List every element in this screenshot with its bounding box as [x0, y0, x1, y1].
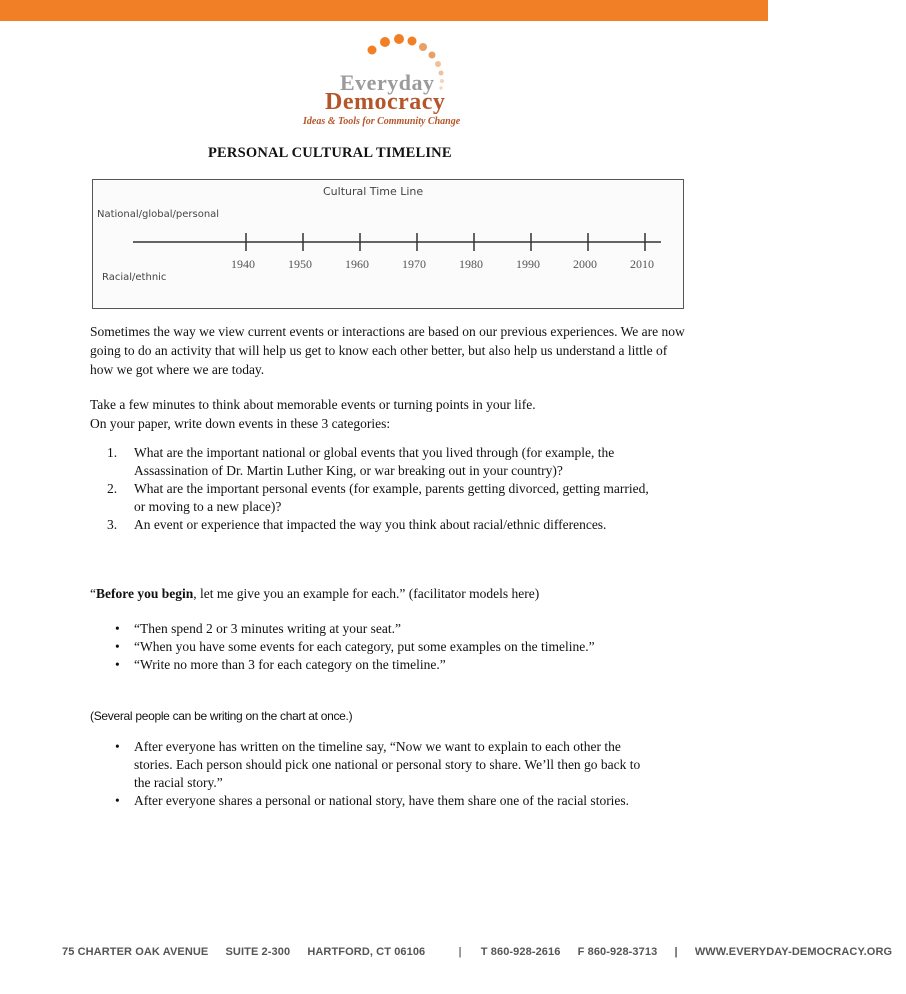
logo-word-everyday: Everyday	[340, 70, 435, 95]
bullet-icon: •	[115, 621, 120, 636]
timeline-label-top: National/global/personal	[97, 209, 220, 220]
story-bullets	[90, 738, 650, 810]
list-item	[90, 516, 650, 534]
timeline-year-label: 1980	[459, 257, 483, 271]
instruction-line-2: On your paper, write down events in these 3 categories:	[90, 416, 391, 431]
list-text: After everyone has written on the timeline say, “Now we want to explain to each other the stories. Each person should pick one national or personal story to share. We’ll then go back to the racial story.”	[134, 739, 641, 790]
list-item	[90, 620, 650, 638]
bullet-icon: •	[115, 793, 120, 808]
list-text: “Write no more than 3 for each category on the timeline.”	[134, 657, 446, 672]
list-item	[90, 444, 650, 480]
timeline-label-bottom: Racial/ethnic	[102, 272, 167, 283]
bullet-icon: •	[115, 739, 120, 754]
list-item	[90, 792, 650, 810]
list-item	[90, 738, 650, 792]
timeline-year-label: 2010	[630, 257, 654, 271]
timeline-graphic	[93, 180, 683, 308]
list-text: What are the important national or global events that you lived through (for example, the Assassination of Dr. Martin Luther King, or war breaking out in your country)?	[134, 445, 615, 478]
footer-contact	[62, 946, 906, 958]
footer-separator: |	[458, 946, 462, 958]
bullet-icon: •	[115, 639, 120, 654]
cultural-timeline-figure	[92, 179, 684, 309]
footer-phone: T 860-928-2616	[480, 946, 561, 958]
before-you-begin-paragraph	[90, 584, 690, 603]
instruction-line-1: Take a few minutes to think about memorable events or turning points in your life.	[90, 397, 536, 412]
logo-word-democracy: Democracy	[325, 89, 446, 115]
list-text: After everyone shares a personal or national story, have them share one of the racial stories.	[134, 793, 630, 808]
open-quote: “	[90, 586, 96, 601]
instructions	[90, 395, 690, 433]
list-item	[90, 656, 650, 674]
footer-address: 75 CHARTER OAK AVENUE	[62, 946, 209, 958]
chart-note: (Several people can be writing on the chart at once.)	[90, 709, 353, 723]
timeline-year-label: 1990	[516, 257, 540, 271]
top-accent-bar	[0, 0, 768, 21]
list-text: What are the important personal events (for example, parents getting divorced, getting married, or moving to a new place)?	[134, 481, 649, 514]
list-text: “Then spend 2 or 3 minutes writing at your seat.”	[134, 621, 401, 636]
list-item	[90, 480, 650, 516]
list-text: “When you have some events for each category, put some examples on the timeline.”	[134, 639, 595, 654]
list-item	[90, 638, 650, 656]
category-list	[90, 444, 650, 534]
before-you-begin-bold: Before you begin	[96, 586, 194, 601]
timeline-year-label: 1950	[288, 257, 312, 271]
intro-paragraph: Sometimes the way we view current events or interactions are based on our previous experiences. We are now going to do an activity that will help us get to know each other better, but also help us understand a little of how we got where we are today.	[90, 324, 685, 377]
bullet-icon: •	[115, 657, 120, 672]
timeline-year-label: 1970	[402, 257, 426, 271]
facilitator-bullets	[90, 620, 650, 674]
list-number: 3.	[107, 517, 118, 532]
page-title: PERSONAL CULTURAL TIMELINE	[208, 145, 452, 161]
footer-website: WWW.EVERYDAY-DEMOCRACY.ORG	[694, 946, 893, 958]
everyday-democracy-logo	[300, 30, 470, 125]
timeline-ticks	[231, 233, 654, 271]
logo-tagline: Ideas & Tools for Community Change	[303, 116, 461, 127]
before-you-begin-rest: , let me give you an example for each.” (facilitator models here)	[193, 586, 540, 601]
timeline-year-label: 1940	[231, 257, 255, 271]
timeline-year-label: 2000	[573, 257, 597, 271]
list-text: An event or experience that impacted the way you think about racial/ethnic differences.	[134, 517, 607, 532]
timeline-year-label: 1960	[345, 257, 369, 271]
footer-fax: F 860-928-3713	[577, 946, 658, 958]
list-number: 1.	[107, 445, 118, 460]
footer-separator: |	[674, 946, 678, 958]
footer-suite: SUITE 2-300	[225, 946, 291, 958]
list-number: 2.	[107, 481, 118, 496]
footer-city: HARTFORD, CT 06106	[307, 946, 426, 958]
timeline-title: Cultural Time Line	[323, 185, 424, 198]
